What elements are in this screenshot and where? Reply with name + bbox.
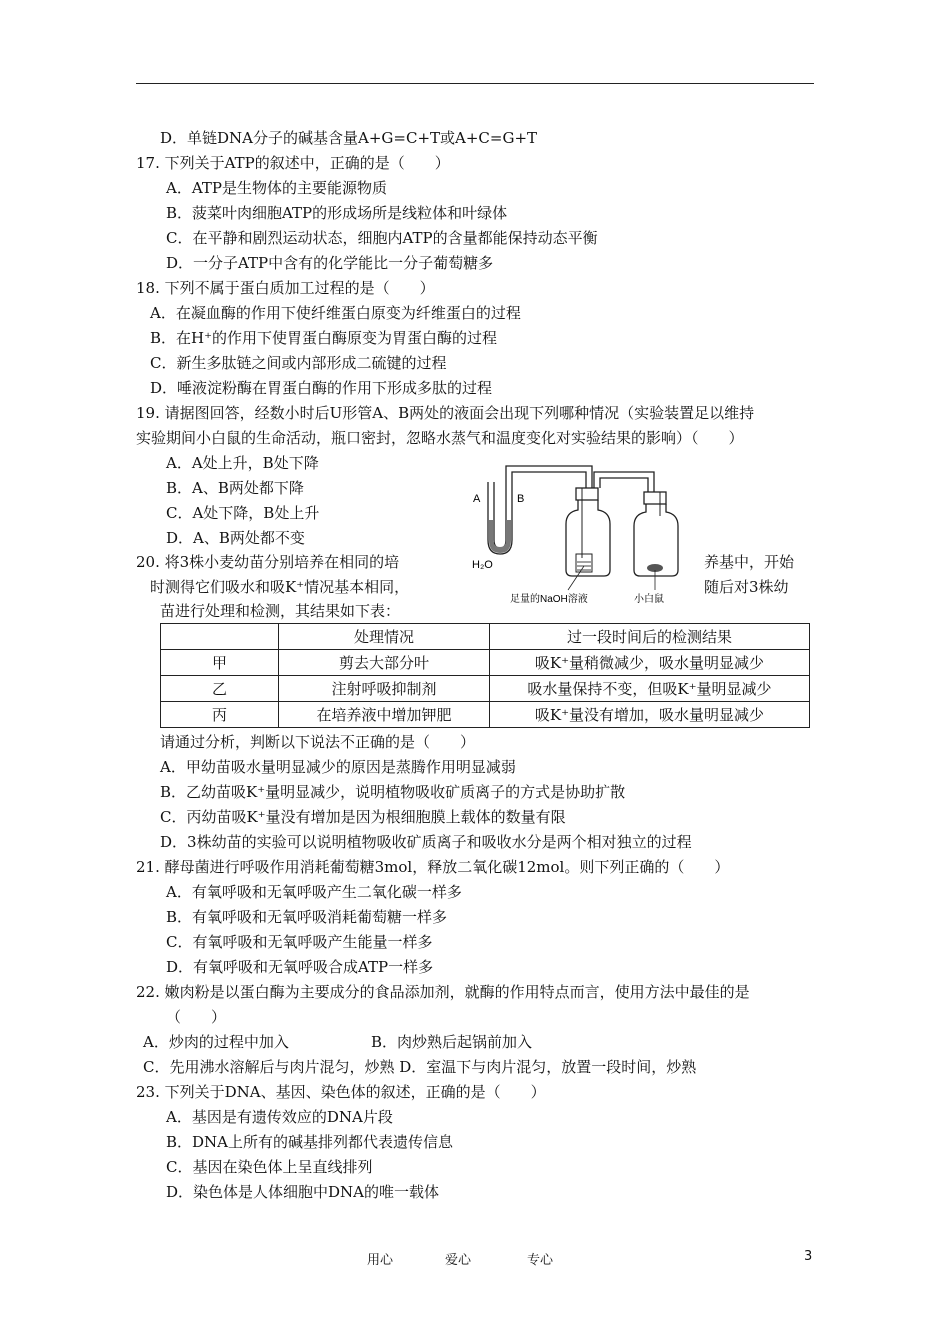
q20-stem-line3: 苗进行处理和检测，其结果如下表： — [160, 602, 401, 620]
table-row — [161, 650, 810, 676]
label-naoh: 足量的NaOH溶液 — [510, 594, 588, 605]
q21-stem: 21. 酵母菌进行呼吸作用消耗葡萄糖3mol，释放二氧化碳12mol。则下列正确的（ ） — [136, 858, 730, 876]
q22-stem-line2: （ ） — [166, 1008, 227, 1026]
table-cell: 丙 — [161, 702, 279, 728]
q17-option-a: A．ATP是生物体的主要能源物质 — [166, 179, 387, 197]
q20-stem-line1-right: 养基中，开始 — [704, 553, 795, 571]
footer-text-3: 专心 — [527, 1253, 554, 1268]
q19-stem-line2: 实验期间小白鼠的生命活动，瓶口密封，忽略水蒸气和温度变化对实验结果的影响）（ ） — [136, 429, 744, 447]
q20-option-a: A．甲幼苗吸水量明显减少的原因是蒸腾作用明显减弱 — [160, 758, 516, 776]
q18-option-d: D．唾液淀粉酶在胃蛋白酶的作用下形成多肽的过程 — [150, 379, 493, 397]
header-rule — [136, 83, 814, 84]
label-mouse: 小白鼠 — [634, 594, 664, 605]
q22-option-b: B．肉炒熟后起锅前加入 — [371, 1033, 533, 1051]
q22-options-cd: C．先用沸水溶解后与肉片混匀，炒熟 D．室温下与肉片混匀，放置一段时间，炒熟 — [143, 1058, 697, 1076]
footer-text-1: 用心 — [367, 1253, 394, 1268]
table-cell: 吸水量保持不变，但吸K⁺量明显减少 — [490, 676, 810, 702]
label-a: A — [473, 493, 481, 505]
q19-option-c: C．A处下降，B处上升 — [166, 504, 320, 522]
q17-option-d: D．一分子ATP中含有的化学能比一分子葡萄糖多 — [166, 254, 494, 272]
table-header-row — [161, 624, 810, 650]
q20-question: 请通过分析，判断以下说法不正确的是（ ） — [160, 733, 476, 751]
q18-option-b: B．在H⁺的作用下使胃蛋白酶原变为胃蛋白酶的过程 — [150, 329, 498, 347]
q20-stem-line2-left: 时测得它们吸水和吸K⁺情况基本相同， — [150, 578, 410, 596]
table-row — [161, 676, 810, 702]
q19-option-a: A．A处上升，B处下降 — [166, 454, 319, 472]
q17-option-c: C．在平静和剧烈运动状态，细胞内ATP的含量都能保持动态平衡 — [166, 229, 598, 247]
q16-option-d: D．单链DNA分子的碱基含量A+G=C+T或A+C=G+T — [160, 129, 538, 147]
q21-option-a: A．有氧呼吸和无氧呼吸产生二氧化碳一样多 — [166, 883, 462, 901]
q20-stem-line2-right: 随后对3株幼 — [704, 578, 789, 596]
result-table — [160, 623, 810, 728]
q23-option-d: D．染色体是人体细胞中DNA的唯一载体 — [166, 1183, 440, 1201]
q23-option-b: B．DNA上所有的碱基排列都代表遗传信息 — [166, 1133, 454, 1151]
q23-option-a: A．基因是有遗传效应的DNA片段 — [166, 1108, 393, 1126]
q19-option-d: D．A、B两处都不变 — [166, 529, 305, 547]
table-cell: 吸K⁺量没有增加，吸水量明显减少 — [490, 702, 810, 728]
table-header-cell — [161, 624, 279, 650]
q19-option-b: B．A、B两处都下降 — [166, 479, 304, 497]
q18-option-a: A．在凝血酶的作用下使纤维蛋白原变为纤维蛋白的过程 — [150, 304, 521, 322]
table-cell: 甲 — [161, 650, 279, 676]
table-row — [161, 702, 810, 728]
q21-option-d: D．有氧呼吸和无氧呼吸合成ATP一样多 — [166, 958, 434, 976]
q20-option-b: B．乙幼苗吸K⁺量明显减少，说明植物吸收矿质离子的方式是协助扩散 — [160, 783, 626, 801]
apparatus-figure — [468, 462, 698, 608]
table-cell: 注射呼吸抑制剂 — [279, 676, 490, 702]
q20-stem-line1-left: 20. 将3株小麦幼苗分别培养在相同的培 — [136, 553, 400, 571]
label-water: H₂O — [472, 559, 493, 571]
q20-option-d: D．3株幼苗的实验可以说明植物吸收矿质离子和吸收水分是两个相对独立的过程 — [160, 833, 692, 851]
q21-option-c: C．有氧呼吸和无氧呼吸产生能量一样多 — [166, 933, 433, 951]
q20-option-c: C．丙幼苗吸K⁺量没有增加是因为根细胞膜上载体的数量有限 — [160, 808, 566, 826]
table-cell: 在培养液中增加钾肥 — [279, 702, 490, 728]
table-cell: 剪去大部分叶 — [279, 650, 490, 676]
q23-option-c: C．基因在染色体上呈直线排列 — [166, 1158, 373, 1176]
q21-option-b: B．有氧呼吸和无氧呼吸消耗葡萄糖一样多 — [166, 908, 448, 926]
table-header-cell: 过一段时间后的检测结果 — [490, 624, 810, 650]
footer-text-2: 爱心 — [445, 1253, 472, 1268]
q17-stem: 17. 下列关于ATP的叙述中，正确的是（ ） — [136, 154, 450, 172]
q18-option-c: C．新生多肽链之间或内部形成二硫键的过程 — [150, 354, 447, 372]
q22-option-a: A．炒肉的过程中加入 — [143, 1033, 289, 1051]
q19-stem-line1: 19. 请据图回答，经数小时后U形管A、B两处的液面会出现下列哪种情况（实验装置足以维持 — [136, 404, 755, 422]
page-number: 3 — [804, 1249, 813, 1264]
table-header-cell: 处理情况 — [279, 624, 490, 650]
q18-stem: 18. 下列不属于蛋白质加工过程的是（ ） — [136, 279, 435, 297]
q17-option-b: B．菠菜叶肉细胞ATP的形成场所是线粒体和叶绿体 — [166, 204, 508, 222]
table-cell: 乙 — [161, 676, 279, 702]
table-cell: 吸K⁺量稍微减少，吸水量明显减少 — [490, 650, 810, 676]
q23-stem: 23. 下列关于DNA、基因、染色体的叙述，正确的是（ ） — [136, 1083, 546, 1101]
label-b: B — [517, 493, 525, 505]
q22-stem-line1: 22. 嫩肉粉是以蛋白酶为主要成分的食品添加剂，就酶的作用特点而言，使用方法中最佳的是 — [136, 983, 750, 1001]
